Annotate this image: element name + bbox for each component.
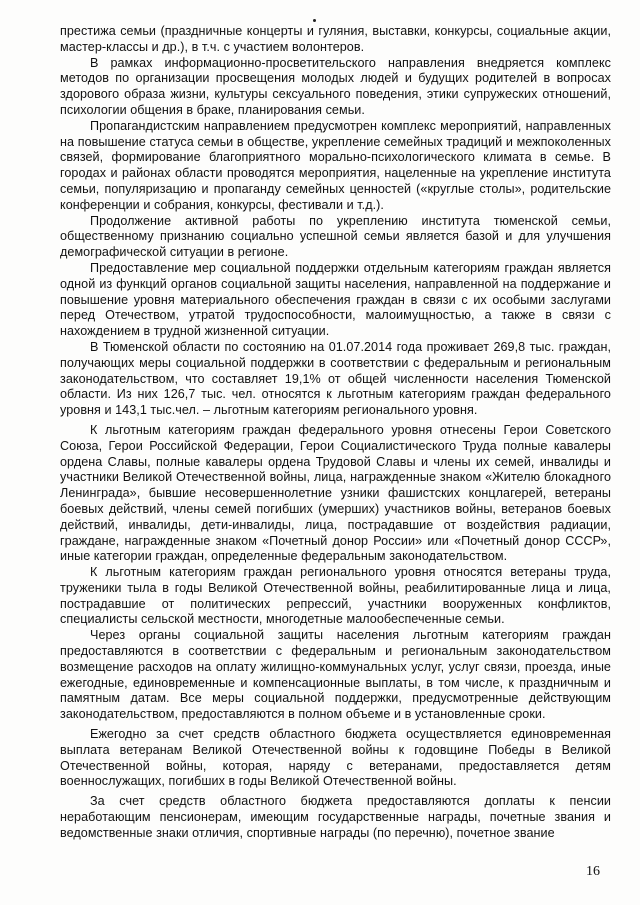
paragraph-veterans-payment: Ежегодно за счет средств областного бюджета осуществляется единовременная выплата ветеранам Великой Отечественной войны к годовщине Победы в Великой Отечественной войны, которая, наряду с ветеранами, предоставляется детям военнослужащих, погибших в годы Великой Отечественной войны. <box>60 727 611 789</box>
scan-speck <box>313 19 316 22</box>
paragraph-compensation: Через органы социальной защиты населения льготным категориям граждан предоставляются в соответствии с федеральным и региональным законодательством возмещение расходов на оплату жилищно-коммунальных услуг, услуг связи, проезда, иные ежегодные, единовременные и компенсационные выплаты, в том числе, к праздничным и памятным датам. Все меры социальной поддержки, предусмотренные действующим законодательством, предоставляются в полном объеме и в установленные сроки. <box>60 628 611 722</box>
paragraph-family-prestige-continued: престижа семьи (праздничные концерты и гуляния, выставки, конкурсы, социальные акции, мастер-классы и др.), в т.ч. с участием волонтеров. <box>60 24 611 54</box>
document-body <box>60 24 611 842</box>
paragraph-federal-categories: К льготным категориям граждан федерального уровня отнесены Герои Советского Союза, Герои Российской Федерации, Герои Социалистического Труда полные кавалеры ордена Славы, полные кавалеры ордена Трудовой Славы и члены их семей, инвалиды и участники Великой Отечественной войны, лица, награжденные знаком «Жителю блокадного Ленинграда», бывшие несовершеннолетние узники фашистских концлагерей, ветераны боевых действий, члены семей погибших (умерших) участников войны, ветеранов боевых действий, инвалиды, дети-инвалиды, лица, пострадавшие от воздействия радиации, граждане, награжденные знаком «Почетный донор России» или «Почетный донор СССР», иные категории граждан, определенные федеральным законодательством. <box>60 422 611 564</box>
paragraph-educational-direction: В рамках информационно-просветительского направления внедряется комплекс методов по организации просвещения молодых людей и будущих родителей в вопросах здорового образа жизни, культуры сексуального поведения, этики супружеских отношений, психологии общения в браке, планирования семьи. <box>60 55 611 117</box>
paragraph-statistics: В Тюменской области по состоянию на 01.07.2014 года проживает 269,8 тыс. граждан, получающих меры социальной поддержки в соответствии с федеральным и региональным законодательством, что составляет 19,1% от общей численности населения Тюменской области. Из них 126,7 тыс. чел. относятся к льготным категориям граждан федерального уровня и 143,1 тыс.чел. – льготным категориям регионального уровня. <box>60 339 611 418</box>
paragraph-continuation: Продолжение активной работы по укреплению института тюменской семьи, общественному признанию социально успешной семьи является базой и для улучшения демографической ситуации в регионе. <box>60 213 611 260</box>
paragraph-social-support: Предоставление мер социальной поддержки отдельным категориям граждан является одной из функций органов социальной защиты населения, направленной на поддержание и повышение уровня материального обеспечения граждан в связи с их особыми заслугами перед Отечеством, утратой трудоспособности, малоимущностью, а также в связи с нахождением в трудной жизненной ситуации. <box>60 260 611 339</box>
paragraph-regional-categories: К льготным категориям граждан регионального уровня относятся ветераны труда, труженики тыла в годы Великой Отечественной войны, реабилитированные лица и лица, пострадавшие от политических репрессий, участники вооруженных конфликтов, специалисты сельской местности, многодетные малообеспеченные семьи. <box>60 565 611 627</box>
paragraph-pension-supplements: За счет средств областного бюджета предоставляются доплаты к пенсии неработающим пенсионерам, имеющим государственные награды, почетные звания и ведомственные знаки отличия, спортивные награды (по перечню), почетное звание <box>60 794 611 840</box>
page-number: 16 <box>586 864 600 879</box>
paragraph-propaganda-direction: Пропагандистским направлением предусмотрен комплекс мероприятий, направленных на повышение статуса семьи в обществе, укрепление семейных традиций и межпоколенных связей, формирование благоприятного морально-психологического климата в семье. В городах и районах области проводятся мероприятия, нацеленные на укрепление института семьи, популяризацию и пропаганду семейных ценностей («круглые столы», родительские конференции и собрания, конкурсы, фестивали и т.д.). <box>60 118 611 212</box>
